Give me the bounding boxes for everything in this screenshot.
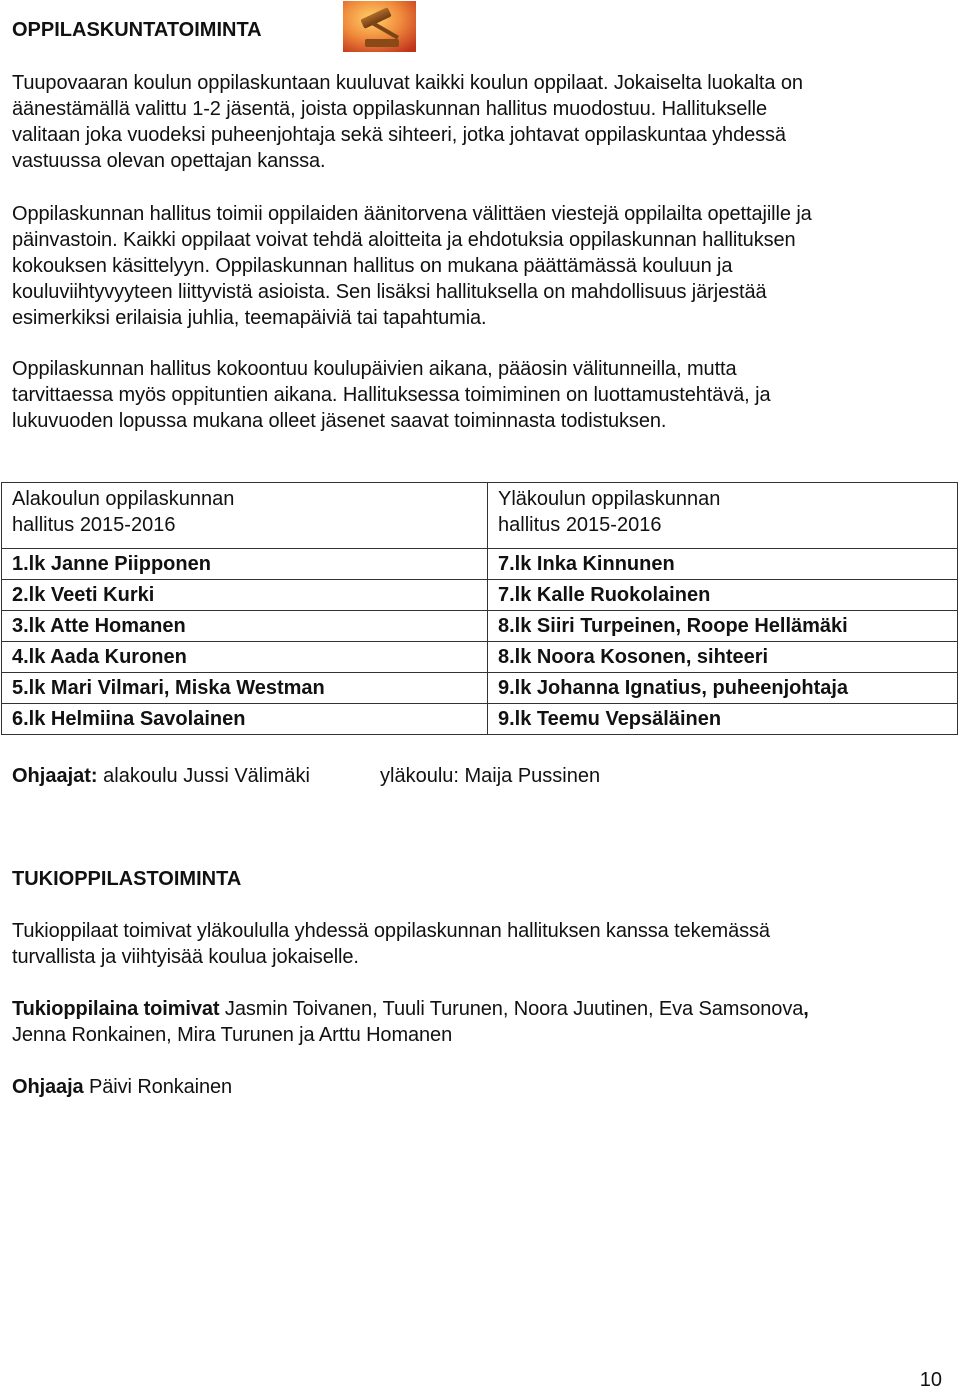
lower-member-cell: 3.lk Atte Homanen <box>2 611 488 642</box>
tutors-names: Jasmin Toivanen, Tuuli Turunen, Noora Juutinen, Eva Samsonova <box>224 998 804 1020</box>
lower-member-cell: 4.lk Aada Kuronen <box>2 642 488 673</box>
table-row <box>2 704 958 735</box>
lower-member-cell: 2.lk Veeti Kurki <box>2 580 488 611</box>
text-line: kouluviihtyvyyteen liittyvistä asioista. Sen lisäksi hallituksella on mahdollisuus järjestää <box>12 281 767 303</box>
tutor-advisor-paragraph <box>12 1074 952 1100</box>
advisors-line <box>12 763 310 789</box>
lower-member-cell: 5.lk Mari Vilmari, Miska Westman <box>2 673 488 704</box>
tutors-comma: , <box>803 998 809 1020</box>
intro-paragraph <box>12 70 952 174</box>
text-line: äänestämällä valittu 1-2 jäsentä, joista oppilaskunnan hallitus muodostuu. Hallitukselle <box>12 98 767 120</box>
gavel-icon <box>343 1 416 52</box>
text-line: päinvastoin. Kaikki oppilaat voivat tehdä aloitteita ja ehdotuksia oppilaskunnan hallituksen <box>12 229 796 251</box>
section-heading-tukioppilas: TUKIOPPILASTOIMINTA <box>12 868 242 890</box>
header-line: hallitus 2015-2016 <box>498 514 662 536</box>
upper-member-cell: 8.lk Siiri Turpeinen, Roope Hellämäki <box>488 611 958 642</box>
advisors-label: Ohjaajat: <box>12 765 98 787</box>
table-row <box>2 642 958 673</box>
text-line: Oppilaskunnan hallitus toimii oppilaiden äänitorvena välittäen viestejä oppilailta opettajille ja <box>12 203 812 225</box>
text-line: lukuvuoden lopussa mukana olleet jäsenet saavat toiminnasta todistuksen. <box>12 410 667 432</box>
table-row <box>2 549 958 580</box>
upper-member-cell: 9.lk Teemu Vepsäläinen <box>488 704 958 735</box>
lower-member-cell: 1.lk Janne Piipponen <box>2 549 488 580</box>
text-line: vastuussa olevan opettajan kanssa. <box>12 150 326 172</box>
table-header-row <box>2 483 958 549</box>
table-row <box>2 580 958 611</box>
text-line: turvallista ja viihtyisää koulua jokaiselle. <box>12 946 359 968</box>
upper-member-cell: 8.lk Noora Kosonen, sihteeri <box>488 642 958 673</box>
advisor-name: Päivi Ronkainen <box>89 1076 233 1098</box>
lower-member-cell: 6.lk Helmiina Savolainen <box>2 704 488 735</box>
text-line: Tuupovaaran koulun oppilaskuntaan kuuluvat kaikki koulun oppilaat. Jokaiselta luokalta on <box>12 72 803 94</box>
upper-member-cell: 7.lk Kalle Ruokolainen <box>488 580 958 611</box>
board-role-paragraph <box>12 201 952 331</box>
board-meetings-paragraph <box>12 356 952 434</box>
table-row <box>2 673 958 704</box>
header-line: Alakoulun oppilaskunnan <box>12 488 235 510</box>
advisor-label: Ohjaaja <box>12 1076 84 1098</box>
text-line: tarvittaessa myös oppituntien aikana. Hallituksessa toimiminen on luottamustehtävä, ja <box>12 384 771 406</box>
board-members-table <box>1 482 958 735</box>
text-line: valitaan joka vuodeksi puheenjohtaja sekä sihteeri, jotka johtavat oppilaskuntaa yhdessä <box>12 124 786 146</box>
text-line: kokouksen käsittelyyn. Oppilaskunnan hallitus on mukana päättämässä kouluun ja <box>12 255 733 277</box>
text-line: esimerkiksi erilaisia juhlia, teemapäiviä tai tapahtumia. <box>12 307 487 329</box>
text-line: Jenna Ronkainen, Mira Turunen ja Arttu Homanen <box>12 1024 453 1046</box>
text-line: Oppilaskunnan hallitus kokoontuu koulupäivien aikana, pääosin välitunneilla, mutta <box>12 358 737 380</box>
table-row <box>2 611 958 642</box>
tutors-paragraph <box>12 996 952 1048</box>
header-line: Yläkoulun oppilaskunnan <box>498 488 721 510</box>
lower-school-header <box>2 483 488 549</box>
section-heading-oppilaskunta: OPPILASKUNTATOIMINTA <box>12 19 262 41</box>
page-number: 10 <box>919 1369 942 1391</box>
text-line: Tukioppilaat toimivat yläkoululla yhdessä oppilaskunnan hallituksen kanssa tekemässä <box>12 920 770 942</box>
upper-school-advisor: yläkoulu: Maija Pussinen <box>380 765 601 787</box>
upper-member-cell: 7.lk Inka Kinnunen <box>488 549 958 580</box>
header-line: hallitus 2015-2016 <box>12 514 176 536</box>
text-line <box>12 996 952 1022</box>
upper-school-header <box>488 483 958 549</box>
lower-school-advisor: alakoulu Jussi Välimäki <box>103 765 310 787</box>
text-line <box>12 1074 952 1100</box>
tutors-label: Tukioppilaina toimivat <box>12 998 220 1020</box>
upper-member-cell: 9.lk Johanna Ignatius, puheenjohtaja <box>488 673 958 704</box>
tutor-intro-paragraph <box>12 918 952 970</box>
